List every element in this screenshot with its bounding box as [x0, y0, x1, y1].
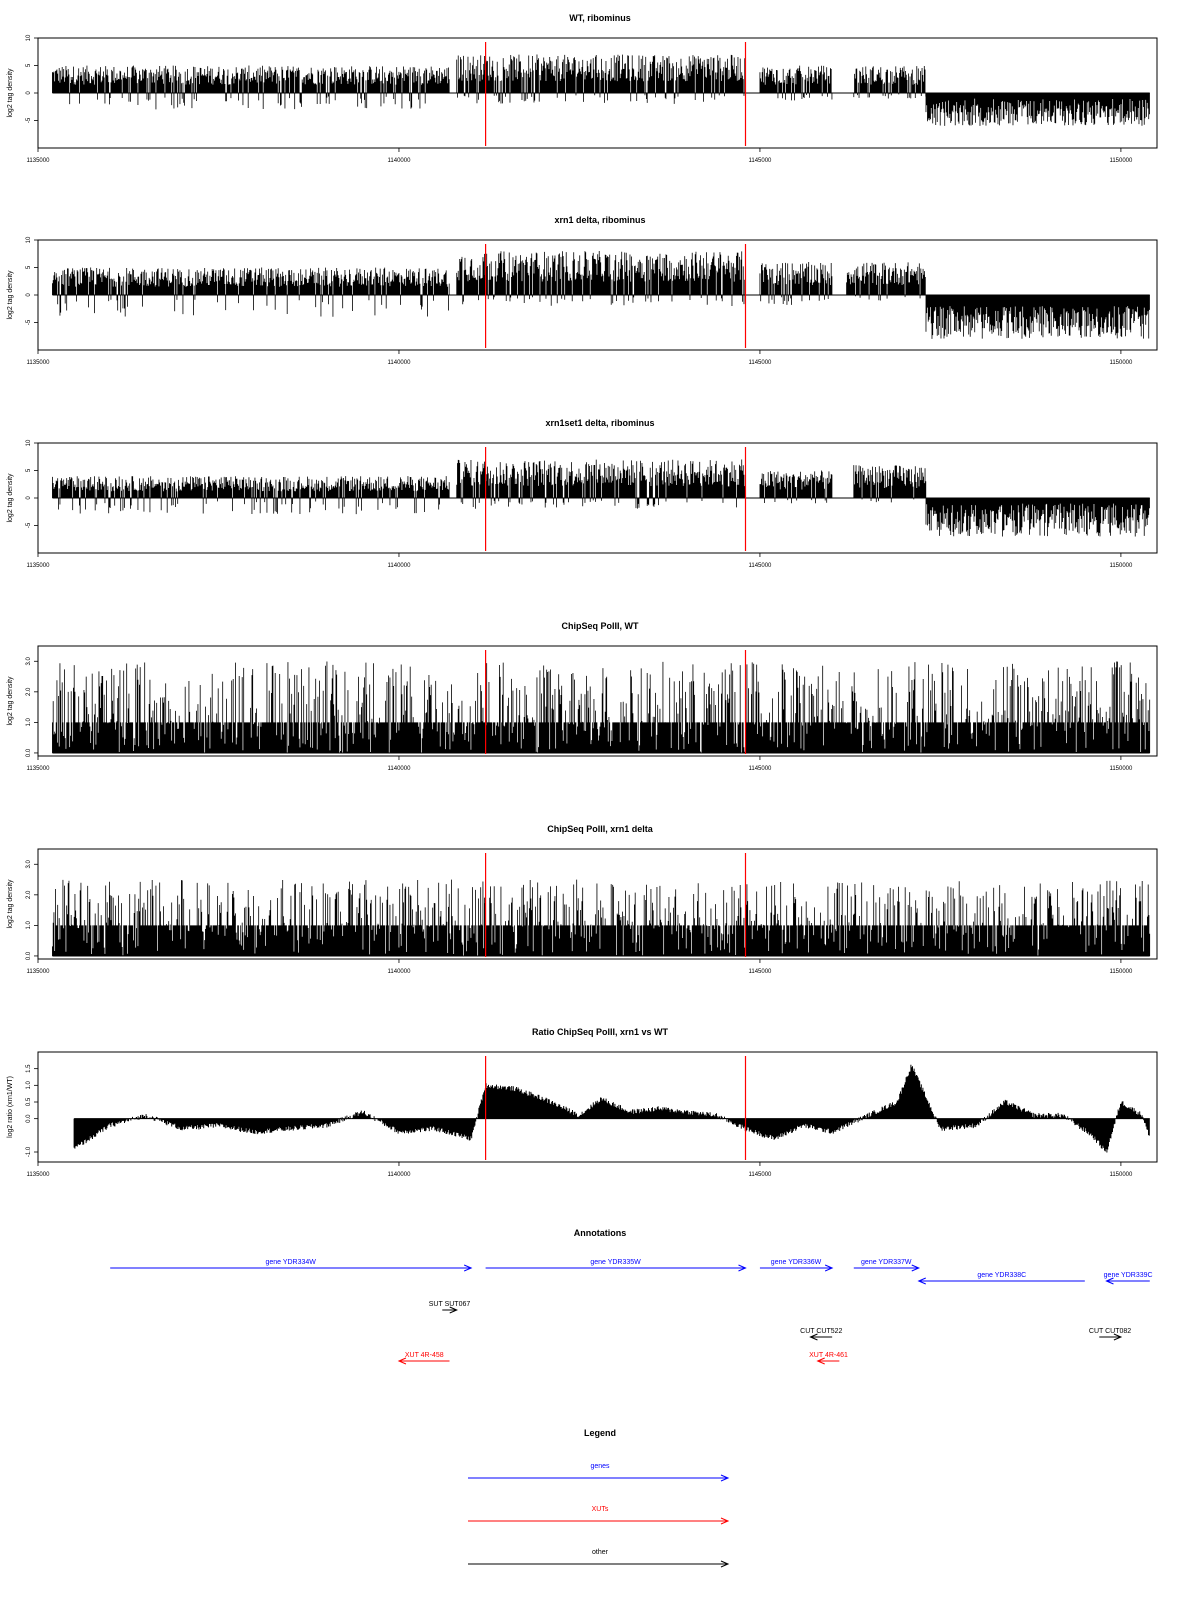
legend-label: genes [590, 1463, 610, 1470]
annotation-label: SUT SUT067 [428, 1301, 471, 1308]
y-tick-label: 2.0 [26, 890, 32, 900]
y-tick-label: 0 [26, 496, 32, 500]
x-tick-label: 1140000 [387, 563, 411, 569]
chart-panel-1 [7, 215, 1157, 366]
legend-title: Legend [583, 1428, 617, 1438]
x-tick-label: 1145000 [748, 158, 772, 164]
annotation-feature [399, 1352, 450, 1364]
annotation-feature [110, 1259, 471, 1271]
x-tick-label: 1145000 [748, 360, 772, 366]
x-tick-label: 1135000 [26, 766, 50, 772]
y-tick-label: -5 [26, 522, 32, 529]
x-tick-label: 1140000 [387, 360, 411, 366]
y-axis-label: log2 tag density [7, 879, 14, 929]
annotation-feature [800, 1328, 842, 1340]
y-tick-label: 3.0 [26, 657, 32, 666]
chart-title: ChipSeq PolII, xrn1 delta [547, 824, 653, 834]
x-tick-label: 1135000 [26, 969, 50, 975]
y-tick-label: 5 [26, 63, 32, 68]
y-tick-label: 2.0 [26, 687, 32, 697]
legend-item [468, 1506, 728, 1524]
x-tick-label: 1140000 [387, 766, 411, 772]
annotation-feature [486, 1259, 746, 1271]
annotation-feature [854, 1259, 919, 1271]
series-bars [52, 661, 1149, 753]
x-tick-label: 1135000 [26, 563, 50, 569]
annotation-label: gene YDR334W [265, 1259, 316, 1266]
x-tick-label: 1150000 [1109, 158, 1133, 164]
y-tick-label: 10 [26, 236, 32, 244]
chart-title: Ratio ChipSeq PolII, xrn1 vs WT [531, 1027, 669, 1037]
y-tick-label: -1.0 [26, 1146, 32, 1158]
annotation-label: gene YDR338C [977, 1272, 1027, 1279]
x-tick-label: 1150000 [1109, 563, 1133, 569]
y-tick-label: 5 [26, 468, 32, 473]
x-tick-label: 1135000 [26, 360, 50, 366]
annotation-label: CUT CUT522 [800, 1328, 843, 1335]
ratio-area [74, 1065, 1149, 1153]
y-tick-label: 0.0 [26, 1114, 32, 1123]
series-bars [52, 55, 1149, 126]
y-tick-label: 10 [26, 439, 32, 447]
x-tick-label: 1150000 [1109, 1172, 1133, 1178]
legend-item [468, 1549, 728, 1567]
annotation-feature [429, 1301, 471, 1313]
chart-panel-2 [7, 418, 1157, 569]
y-tick-label: 0.0 [26, 748, 32, 758]
annotation-feature [919, 1272, 1085, 1284]
chart-title: xrn1 delta, ribominus [554, 215, 646, 225]
annotations-panel [110, 1228, 1152, 1364]
y-tick-label: 0.0 [26, 951, 32, 961]
y-tick-label: -5 [26, 319, 32, 326]
y-tick-label: 1.5 [26, 1064, 32, 1073]
chart-panel-3 [7, 621, 1157, 772]
y-axis-label: log2 tag density [7, 68, 14, 118]
annotation-label: gene YDR336W [770, 1259, 822, 1266]
series-bars [52, 880, 1149, 956]
x-tick-label: 1150000 [1109, 766, 1133, 772]
chart-title: WT, ribominus [569, 13, 631, 23]
y-tick-label: 1.0 [26, 921, 32, 930]
annotations-title: Annotations [573, 1228, 627, 1238]
x-tick-label: 1140000 [387, 969, 411, 975]
y-axis-label: log2 tag density [7, 473, 14, 523]
x-tick-label: 1145000 [748, 969, 772, 975]
annotation-label: CUT CUT082 [1088, 1328, 1132, 1335]
chart-title: ChipSeq PolII, WT [561, 621, 639, 631]
x-tick-label: 1135000 [26, 158, 50, 164]
annotation-label: gene YDR335W [590, 1259, 641, 1266]
chart-panel-0 [7, 13, 1157, 164]
y-tick-label: 1.0 [26, 1081, 32, 1090]
annotation-feature [760, 1259, 832, 1271]
legend-label: XUTs [591, 1506, 609, 1513]
x-tick-label: 1145000 [748, 766, 772, 772]
legend-panel [468, 1428, 728, 1567]
y-tick-label: 0 [26, 293, 32, 297]
x-tick-label: 1145000 [748, 1172, 772, 1178]
y-tick-label: -5 [26, 117, 32, 124]
y-tick-label: 0.5 [26, 1097, 32, 1107]
legend-label: other [592, 1549, 608, 1556]
annotation-feature [1089, 1328, 1131, 1340]
y-tick-label: 3.0 [26, 860, 32, 869]
y-tick-label: 5 [26, 265, 32, 270]
y-tick-label: 1.0 [26, 718, 32, 727]
y-axis-label: log2 tag density [7, 270, 14, 320]
x-tick-label: 1135000 [26, 1172, 50, 1178]
x-tick-label: 1145000 [748, 563, 772, 569]
y-tick-label: 10 [26, 34, 32, 42]
y-axis-label: log2 tag density [7, 676, 14, 726]
annotation-label: XUT 4R-461 [809, 1352, 848, 1359]
x-tick-label: 1140000 [387, 1172, 411, 1178]
chart-panel-4 [7, 824, 1157, 975]
annotation-label: gene YDR337W [861, 1259, 912, 1266]
y-axis-label: log2 ratio (xrn1/WT) [7, 1076, 14, 1138]
annotation-label: gene YDR339C [1103, 1272, 1153, 1279]
annotation-label: XUT 4R-458 [404, 1352, 444, 1359]
x-tick-label: 1140000 [387, 158, 411, 164]
legend-item [468, 1463, 728, 1481]
y-tick-label: 0 [26, 91, 32, 95]
annotation-feature [809, 1352, 848, 1364]
chart-title: xrn1set1 delta, ribominus [545, 418, 655, 428]
x-tick-label: 1150000 [1109, 969, 1133, 975]
x-tick-label: 1150000 [1109, 360, 1133, 366]
annotation-feature [1104, 1272, 1153, 1284]
chart-panel-5 [7, 1027, 1157, 1178]
